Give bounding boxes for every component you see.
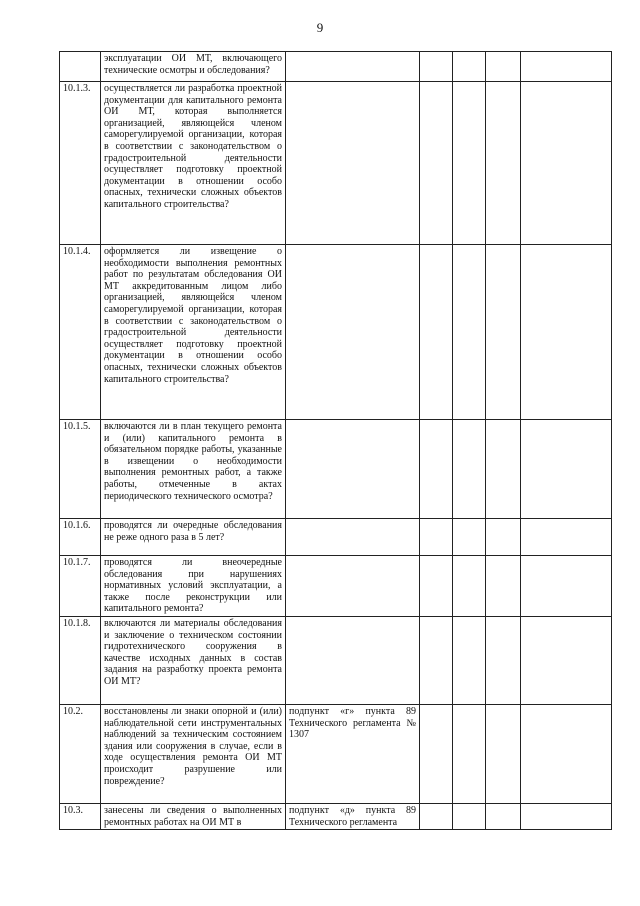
answer-yes-cell xyxy=(420,82,453,245)
question-text: включаются ли материалы обследования и заключение о техническом состоянии гидротехнического сооружения в качестве исходных данных в состав задания на разработку проекта ремонта ОИ МТ? xyxy=(101,617,286,705)
answer-na-cell xyxy=(486,617,521,705)
answer-yes-cell xyxy=(420,420,453,519)
legal-reference: подпункт «г» пункта 89 Технического регламента № 1307 xyxy=(286,705,420,804)
legal-reference xyxy=(286,420,420,519)
item-number: 10.1.4. xyxy=(60,245,101,420)
answer-yes-cell xyxy=(420,519,453,556)
question-text: включаются ли в план текущего ремонта и (или) капитального ремонта в обязательном порядке работы, указанные в извещении о необходимости выполнения ремонтных работ, а также работы, отмеченные в актах периодического технического осмотра? xyxy=(101,420,286,519)
item-number: 10.1.8. xyxy=(60,617,101,705)
question-text: осуществляется ли разработка проектной документации для капитального ремонта ОИ МТ, которая выполняется организацией, являющейся членом саморегулируемой организации, которая в соответствии с законодательством о градостроительной деятельности осуществляет подготовку проектной документации в отношении особо опасных, технически сложных объектов капитального строительства? xyxy=(101,82,286,245)
item-number: 10.2. xyxy=(60,705,101,804)
legal-reference: подпункт «д» пункта 89 Технического регламента xyxy=(286,804,420,830)
answer-no-cell xyxy=(453,519,486,556)
item-number: 10.1.3. xyxy=(60,82,101,245)
answer-no-cell xyxy=(453,617,486,705)
answer-yes-cell xyxy=(420,705,453,804)
answer-na-cell xyxy=(486,556,521,617)
page-number: 9 xyxy=(316,20,324,35)
note-cell xyxy=(521,705,612,804)
question-text: проводятся ли очередные обследования не реже одного раза в 5 лет? xyxy=(101,519,286,556)
answer-na-cell xyxy=(486,804,521,830)
answer-na-cell xyxy=(486,245,521,420)
legal-reference xyxy=(286,617,420,705)
answer-yes-cell xyxy=(420,52,453,82)
answer-no-cell xyxy=(453,245,486,420)
answer-na-cell xyxy=(486,705,521,804)
note-cell xyxy=(521,245,612,420)
answer-na-cell xyxy=(486,420,521,519)
legal-reference xyxy=(286,52,420,82)
answer-yes-cell xyxy=(420,617,453,705)
question-text: эксплуатации ОИ МТ, включающего технические осмотры и обследования? xyxy=(101,52,286,82)
item-number: 10.1.6. xyxy=(60,519,101,556)
note-cell xyxy=(521,556,612,617)
answer-no-cell xyxy=(453,82,486,245)
table-row xyxy=(60,52,612,82)
legal-reference xyxy=(286,82,420,245)
table-row xyxy=(60,705,612,804)
question-text: восстановлены ли знаки опорной и (или) наблюдательной сети инструментальных наблюдений за техническим состоянием здания или сооружения в случае, если в ходе осуществления ремонта ОИ МТ происходит разрушение или повреждение? xyxy=(101,705,286,804)
answer-na-cell xyxy=(486,519,521,556)
answer-no-cell xyxy=(453,804,486,830)
answer-no-cell xyxy=(453,556,486,617)
table-row xyxy=(60,82,612,245)
note-cell xyxy=(521,519,612,556)
legal-reference xyxy=(286,556,420,617)
table-row xyxy=(60,804,612,830)
table-row xyxy=(60,519,612,556)
answer-yes-cell xyxy=(420,804,453,830)
question-text: занесены ли сведения о выполненных ремонтных работах на ОИ МТ в xyxy=(101,804,286,830)
table-row xyxy=(60,420,612,519)
answer-na-cell xyxy=(486,82,521,245)
item-number: 10.1.7. xyxy=(60,556,101,617)
question-text: проводятся ли внеочередные обследования при нарушениях нормативных условий эксплуатации, а также после реконструкции или капитального ремонта? xyxy=(101,556,286,617)
note-cell xyxy=(521,52,612,82)
table-row xyxy=(60,556,612,617)
note-cell xyxy=(521,82,612,245)
question-text: оформляется ли извещение о необходимости выполнения ремонтных работ по результатам обследования ОИ МТ аккредитованным лицом либо организацией, являющейся членом саморегулируемой организации, которая в соответствии с законодательством о градостроительной деятельности осуществляет подготовку проектной документации в отношении особо опасных, технически сложных объектов капитального строительства? xyxy=(101,245,286,420)
note-cell xyxy=(521,804,612,830)
answer-no-cell xyxy=(453,420,486,519)
legal-reference xyxy=(286,245,420,420)
checklist-table xyxy=(59,51,612,830)
answer-no-cell xyxy=(453,52,486,82)
legal-reference xyxy=(286,519,420,556)
item-number xyxy=(60,52,101,82)
answer-yes-cell xyxy=(420,245,453,420)
table-row xyxy=(60,245,612,420)
table-row xyxy=(60,617,612,705)
answer-yes-cell xyxy=(420,556,453,617)
note-cell xyxy=(521,617,612,705)
item-number: 10.1.5. xyxy=(60,420,101,519)
note-cell xyxy=(521,420,612,519)
answer-na-cell xyxy=(486,52,521,82)
answer-no-cell xyxy=(453,705,486,804)
item-number: 10.3. xyxy=(60,804,101,830)
